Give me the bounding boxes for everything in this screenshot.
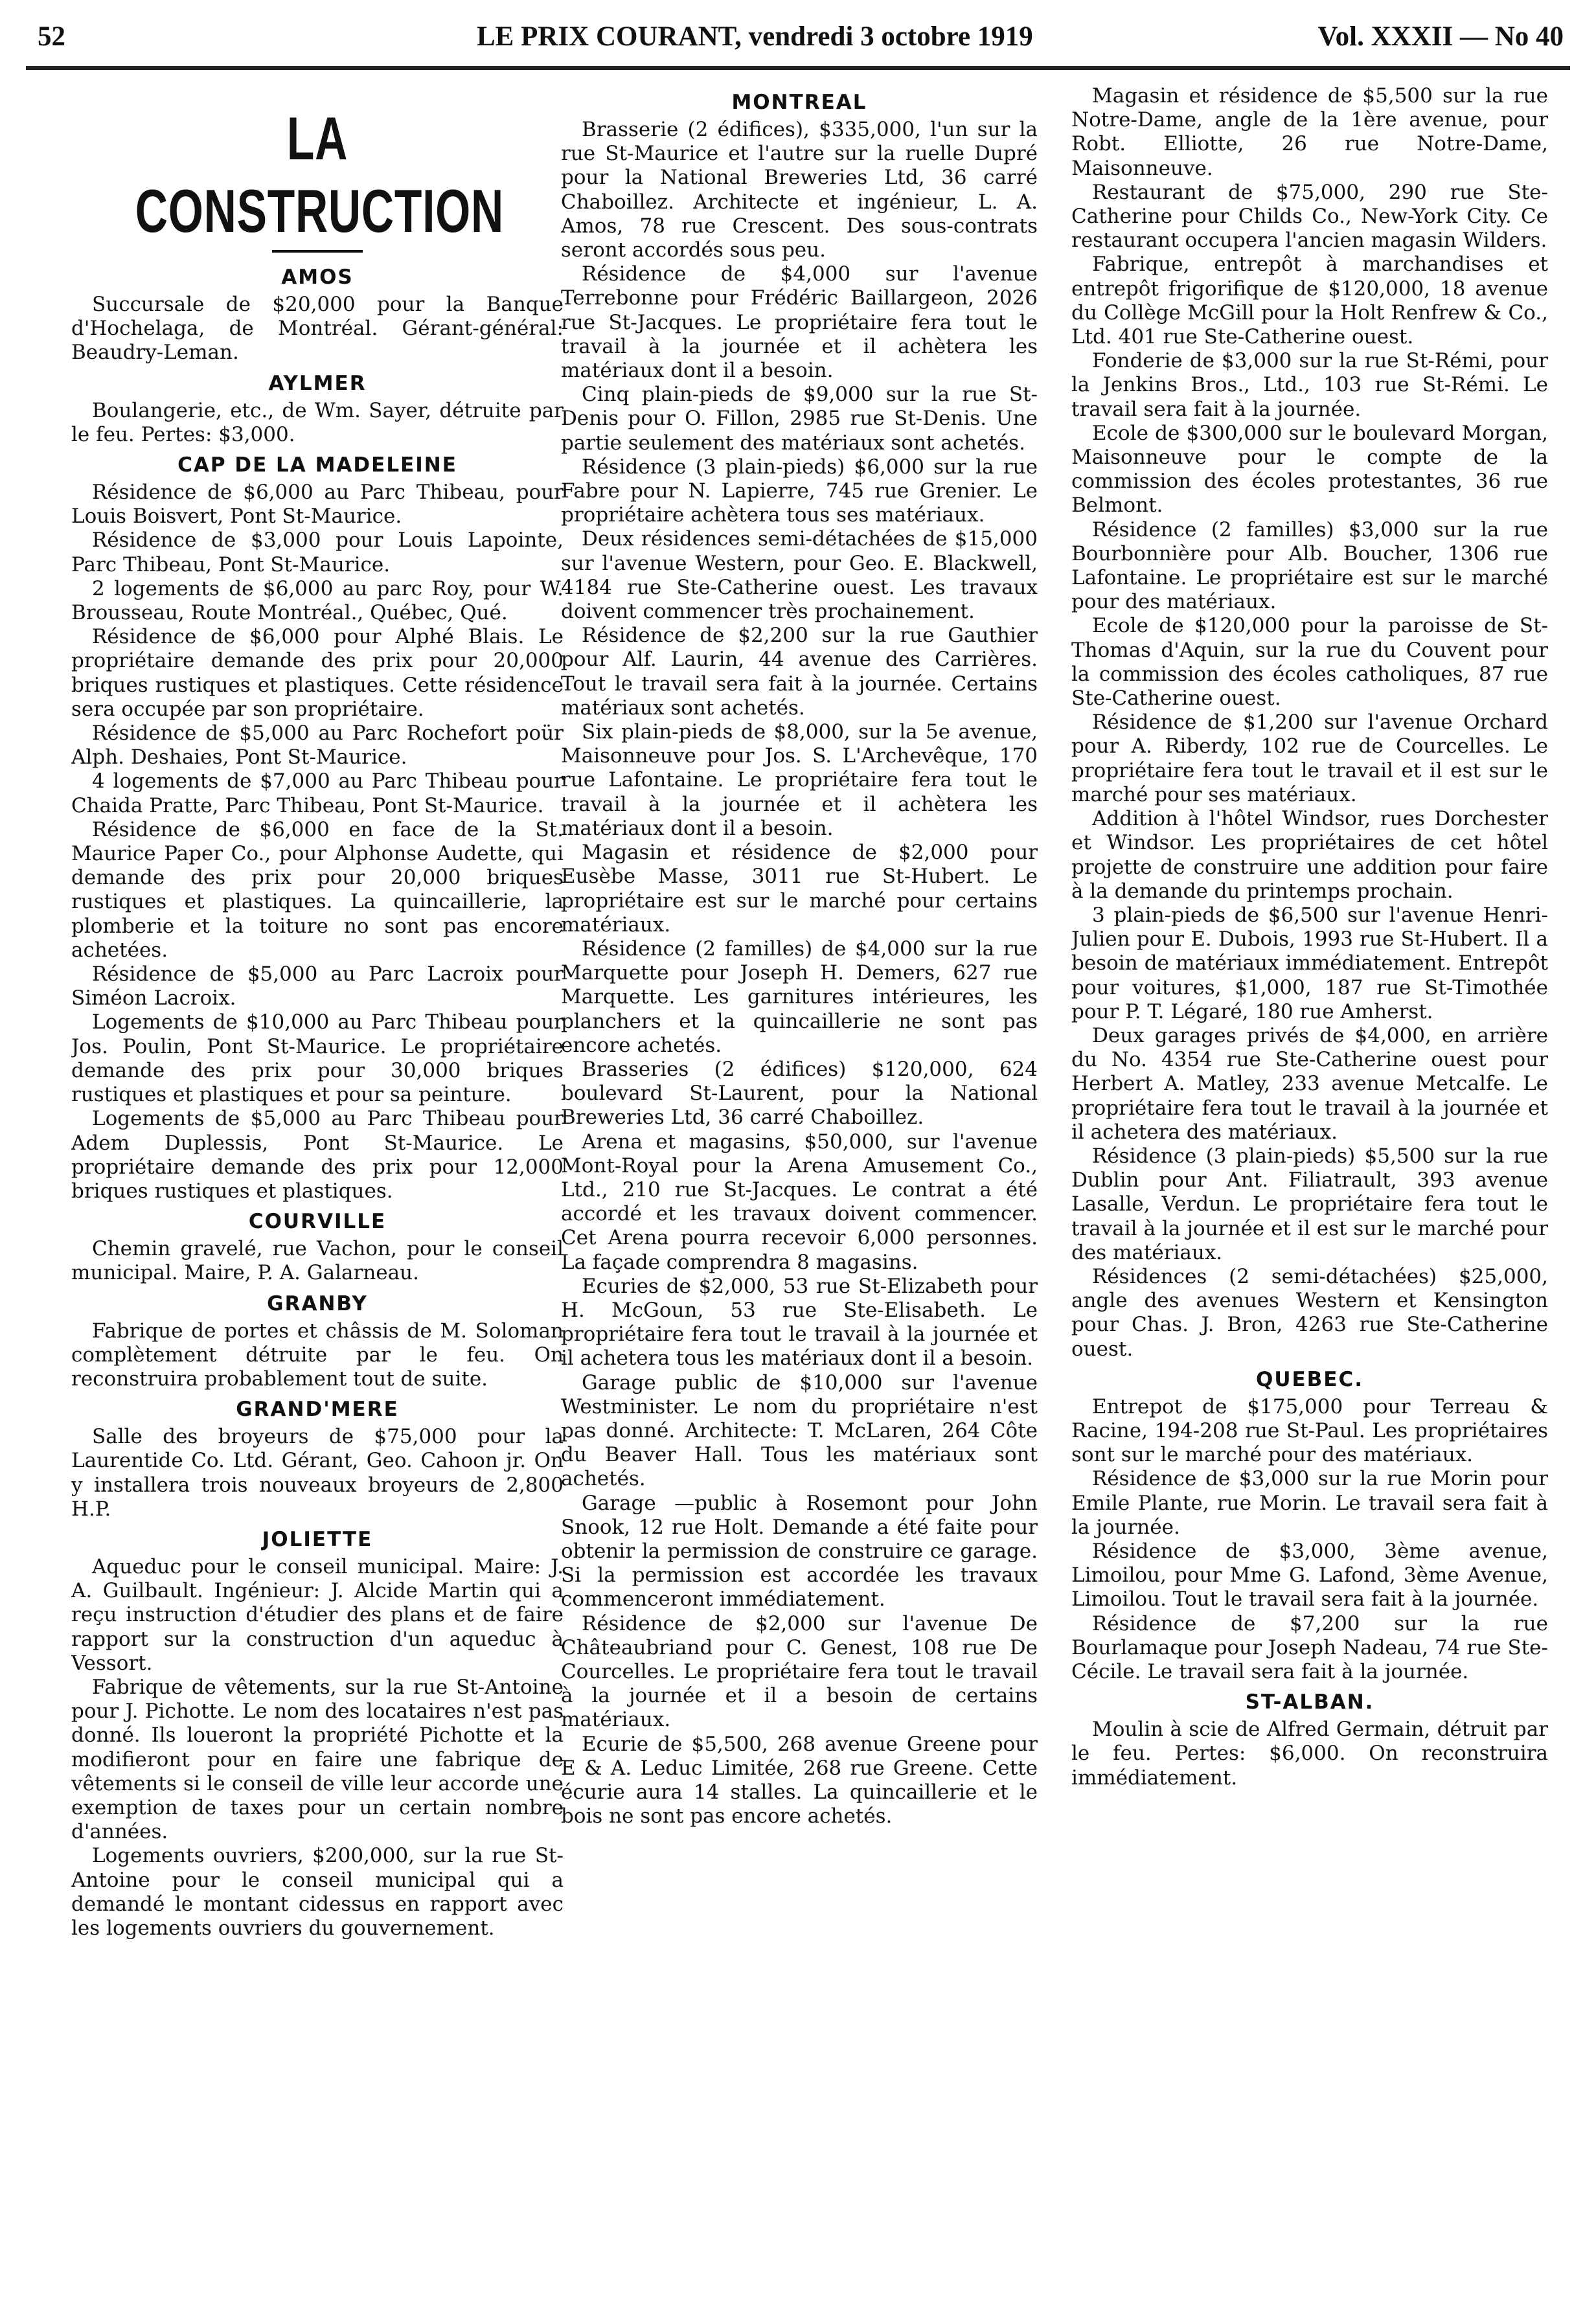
listing-item: Ecuries de $2,000, 53 rue St-Elizabeth pour H. McGoun, 53 rue Ste-Elisabeth. Le propriétaire fera tout le travail à la journée et il achetera tous les matériaux dont il a besoin. — [561, 1274, 1038, 1371]
listing-item: Logements de $5,000 au Parc Thibeau pour Adem Duplessis, Pont St-Maurice. Le propriétaire demande des prix pour 12,000 briques rustiques et plastiques. — [71, 1107, 564, 1203]
listing-item: Logements de $10,000 au Parc Thibeau pour Jos. Poulin, Pont St-Maurice. Le propriétaire demande des prix pour 30,000 briques rustiques et plastiques et pour sa peinture. — [71, 1010, 564, 1107]
listing-item: Résidence (3 plain-pieds) $6,000 sur la rue Fabre pour N. Lapierre, 745 rue Grenier. Le propriétaire achètera tous ses matériaux. — [561, 455, 1038, 527]
listing-item: Addition à l'hôtel Windsor, rues Dorchester et Windsor. Les propriétaires de cet hôtel projette de construire une addition pour faire à la demande du printemps prochain. — [1071, 807, 1548, 903]
listing-item: Ecole de $300,000 sur le boulevard Morgan, Maisonneuve pour le compte de la commission des écoles protestantes, 36 rue Belmont. — [1071, 421, 1548, 518]
column-1 — [71, 84, 564, 2273]
listing-item: Fabrique, entrepôt à marchandises et entrepôt frigorifique de $120,000, 18 avenue du Collège McGill pour la Holt Renfrew & Co., Ltd. 401 rue Ste-Catherine ouest. — [1071, 253, 1548, 349]
listing-item: Résidence de $6,000 au Parc Thibeau, pour Louis Boisvert, Pont St-Maurice. — [71, 481, 564, 529]
listing-item: Cinq plain-pieds de $9,000 sur la rue St-Denis pour O. Fillon, 2985 rue St-Denis. Une partie seulement des matériaux sont achetés. — [561, 383, 1038, 455]
listing-item: Salle des broyeurs de $75,000 pour la Laurentide Co. Ltd. Gérant, Geo. Cahoon jr. On y installera trois nouveaux broyeurs de 2,800 H.P. — [71, 1425, 564, 1521]
listing-item: Résidences (2 semi-détachées) $25,000, angle des avenues Western et Kensington pour Chas. J. Bron, 4263 rue Ste-Catherine ouest. — [1071, 1264, 1548, 1361]
section-heading: QUEBEC. — [1255, 1367, 1364, 1391]
listing-item: Résidence de $6,000 pour Alphé Blais. Le propriétaire demande des prix pour 20,000 briques rustiques et plastiques. Cette résidence sera occupée par son propriétaire. — [71, 625, 564, 721]
listing-item: Arena et magasins, $50,000, sur l'avenue Mont-Royal pour la Arena Amusement Co., Ltd., 210 rue St-Jacques. Le contrat a été accordé et les travaux doivent commencer. Cet Arena pourra recevoir 6,000 personnes. La façade comprendra 8 magasins. — [561, 1130, 1038, 1274]
page-number: 52 — [38, 21, 65, 52]
listing-item: Magasin et résidence de $5,500 sur la rue Notre-Dame, angle de la 1ère avenue, pour Robt. Elliotte, 26 rue Notre-Dame, Maisonneuve. — [1071, 84, 1548, 180]
section-heading: GRAND'MERE — [236, 1398, 399, 1422]
listing-item: Deux résidences semi-détachées de $15,000 sur l'avenue Western, pour Geo. E. Blackwell, 4184 rue Ste-Catherine ouest. Les travaux doivent commencer très prochainement. — [561, 527, 1038, 624]
section-heading: CAP DE LA MADELEINE — [177, 453, 457, 477]
listing-item: Résidence (3 plain-pieds) $5,500 sur la rue Dublin pour Ant. Filiatrault, 393 avenue Lasalle, Verdun. Le propriétaire fera tout le travail à la journée et il est sur le marché pour des matériaux. — [1071, 1144, 1548, 1264]
page-header — [26, 6, 1570, 70]
listing-item: Aqueduc pour le conseil municipal. Maire: J. A. Guilbault. Ingénieur: J. Alcide Martin qui a reçu instruction d'étudier des plans et de faire rapport sur la construction d'un aqueduc à Vessort. — [71, 1554, 564, 1675]
listing-item: Fonderie de $3,000 sur la rue St-Rémi, pour la Jenkins Bros., Ltd., 103 rue St-Rémi. Le travail sera fait à la journée. — [1071, 349, 1548, 421]
listing-item: Moulin à scie de Alfred Germain, détruit par le feu. Pertes: $6,000. On reconstruira immédiatement. — [1071, 1718, 1548, 1790]
listing-item: Brasseries (2 édifices) $120,000, 624 boulevard St-Laurent, pour la National Breweries Ltd, 36 carré Chaboillez. — [561, 1057, 1038, 1130]
section-heading: AYLMER — [268, 371, 367, 395]
volume-number: Vol. XXXII — No 40 — [1317, 21, 1564, 52]
listing-item: Résidence de $3,000, 3ème avenue, Limoilou, pour Mme G. Lafond, 3ème Avenue, Limoilou. Tout le travail sera fait à la journée. — [1071, 1539, 1548, 1611]
listing-item: Brasserie (2 édifices), $335,000, l'un sur la rue St-Maurice et l'autre sur la ruelle Dupré pour la National Breweries Ltd, 36 carré Chaboillez. Architecte et ingénieur, L. A. Amos, 78 rue Crescent. Des sous-contrats seront accordés sous peu. — [561, 118, 1038, 262]
listing-item: Résidence de $3,000 pour Louis Lapointe, Parc Thibeau, Pont St-Maurice. — [71, 529, 564, 576]
listing-item: Résidence de $2,200 sur la rue Gauthier pour Alf. Laurin, 44 avenue des Carrières. Tout le travail sera fait à la journée. Certains matériaux sont achetés. — [561, 624, 1038, 720]
listing-item: Fabrique de vêtements, sur la rue St-Antoine pour J. Pichotte. Le nom des locataires n'est pas donné. Ils loueront la propriété Pichotte et la modifieront pour en faire une fabrique de vêtements si le conseil de ville leur accorde une exemption de taxes pour un certain nombre d'années. — [71, 1675, 564, 1844]
listing-item: Ecole de $120,000 pour la paroisse de St-Thomas d'Aquin, sur la rue du Couvent pour la commission des écoles catholiques, 87 rue Ste-Catherine ouest. — [1071, 614, 1548, 711]
listing-item: 3 plain-pieds de $6,500 sur l'avenue Henri-Julien pour E. Dubois, 1993 rue St-Hubert. Il a besoin de matériaux immédiatement. Entrepôt pour voitures, $1,000, 187 rue St-Timothée pour P. T. Légaré, 180 rue Amherst. — [1071, 903, 1548, 1023]
section-heading: GRANBY — [267, 1291, 368, 1315]
listing-item: Logements ouvriers, $200,000, sur la rue St-Antoine pour le conseil municipal qui a demandé le montant cidessus en rapport avec les logements ouvriers du gouvernement. — [71, 1844, 564, 1940]
listing-item: Résidence de $2,000 sur l'avenue De Châteaubriand pour C. Genest, 108 rue De Courcelles. Le propriétaire fera tout le travail à la journée et il a besoin de certains matériaux. — [561, 1611, 1038, 1732]
listing-item: 4 logements de $7,000 au Parc Thibeau pour Chaida Pratte, Parc Thibeau, Pont St-Maurice. — [71, 769, 564, 817]
section-heading: AMOS — [281, 266, 354, 289]
listing-item: Résidence (2 familles) $3,000 sur la rue Bourbonnière pour Alb. Boucher, 1306 rue Lafontaine. Le propriétaire est sur le marché pour des matériaux. — [1071, 518, 1548, 614]
listing-item: Boulangerie, etc., de Wm. Sayer, détruite par le feu. Pertes: $3,000. — [71, 398, 564, 446]
section-heading: ST-ALBAN. — [1245, 1690, 1374, 1714]
section-heading: COURVILLE — [248, 1210, 387, 1234]
listing-item: Chemin gravelé, rue Vachon, pour le conseil municipal. Maire, P. A. Galarneau. — [71, 1237, 564, 1285]
journal-title: LE PRIX COURANT, vendredi 3 octobre 1919 — [477, 21, 1033, 52]
listing-item: Magasin et résidence de $2,000 pour Eusèbe Masse, 3011 rue St-Hubert. Le propriétaire est sur le marché pour certains matériaux. — [561, 841, 1038, 937]
page-title: LA CONSTRUCTION — [135, 104, 504, 245]
listing-item: Résidence de $5,000 au Parc Rochefort poür Alph. Deshaies, Pont St-Maurice. — [71, 722, 564, 769]
section-heading: JOLIETTE — [262, 1527, 373, 1551]
listing-item: Résidence de $3,000 sur la rue Morin pour Emile Plante, rue Morin. Le travail sera fait à la journée. — [1071, 1467, 1548, 1539]
listing-item: Garage —public à Rosemont pour John Snook, 12 rue Holt. Demande a été faite pour obtenir la permission de construire ce garage. Si la permission est accordée les travaux commenceront immédiatement. — [561, 1491, 1038, 1611]
column-3 — [1071, 84, 1548, 2273]
listing-item: Résidence (2 familles) de $4,000 sur la rue Marquette pour Joseph H. Demers, 627 rue Marquette. Les garnitures intérieures, les planchers et la quincaillerie ne sont pas encore achetés. — [561, 937, 1038, 1057]
listing-item: 2 logements de $6,000 au parc Roy, pour W. Brousseau, Route Montréal., Québec, Qué. — [71, 576, 564, 625]
listing-item: Restaurant de $75,000, 290 rue Ste-Catherine pour Childs Co., New-York City. Ce restaurant occupera l'ancien magasin Wilders. — [1071, 180, 1548, 253]
section-heading: MONTREAL — [731, 91, 867, 114]
title-rule — [272, 250, 363, 253]
listing-item: Résidence de $1,200 sur l'avenue Orchard pour A. Riberdy, 102 rue de Courcelles. Le propriétaire fera tout le travail et il est sur le marché pour ses matériaux. — [1071, 711, 1548, 806]
listing-item: Ecurie de $5,500, 268 avenue Greene pour E & A. Leduc Limitée, 268 rue Greene. Cette écurie aura 14 stalles. La quincaillerie et le bois ne sont pas encore achetés. — [561, 1732, 1038, 1828]
listing-item: Deux garages privés de $4,000, en arrière du No. 4354 rue Ste-Catherine ouest pour Herbert A. Matley, 233 avenue Metcalfe. Le propriétaire fera tout le travail à la journée et il achetera des matériaux. — [1071, 1023, 1548, 1144]
listing-item: Fabrique de portes et châssis de M. Soloman complètement détruite par le feu. On reconstruira probablement tout de suite. — [71, 1319, 564, 1391]
listing-item: Garage public de $10,000 sur l'avenue Westminister. Le nom du propriétaire n'est pas donné. Architecte: T. McLaren, 264 Côte du Beaver Hall. Tous les matériaux sont achetés. — [561, 1371, 1038, 1491]
listing-item: Six plain-pieds de $8,000, sur la 5e avenue, Maisonneuve pour Jos. S. L'Archevêque, 170 rue Lafontaine. Le propriétaire fera tout le travail à la journée et il achètera les matériaux dont il a besoin. — [561, 720, 1038, 840]
listing-item: Résidence de $7,200 sur la rue Bourlamaque pour Joseph Nadeau, 74 rue Ste-Cécile. Le travail sera fait à la journée. — [1071, 1611, 1548, 1683]
listing-item: Résidence de $4,000 sur l'avenue Terrebonne pour Frédéric Baillargeon, 2026 rue St-Jacques. Le propriétaire fera tout le travail à la journée et il achètera les matériaux dont il a besoin. — [561, 262, 1038, 383]
listing-item: Résidence de $6,000 en face de la St. Maurice Paper Co., pour Alphonse Audette, qui demande des prix pour 20,000 briques rustiques et plastiques. La quincaillerie, la plomberie et la toiture no sont pas encore achetées. — [71, 817, 564, 962]
listing-item: Résidence de $5,000 au Parc Lacroix pour Siméon Lacroix. — [71, 962, 564, 1010]
listing-item: Succursale de $20,000 pour la Banque d'Hochelaga, de Montréal. Gérant-général: Beaudry-Leman. — [71, 293, 564, 365]
column-2 — [561, 84, 1038, 2273]
listing-item: Entrepot de $175,000 pour Terreau & Racine, 194-208 rue St-Paul. Les propriétaires sont sur le marché pour des matériaux. — [1071, 1394, 1548, 1467]
